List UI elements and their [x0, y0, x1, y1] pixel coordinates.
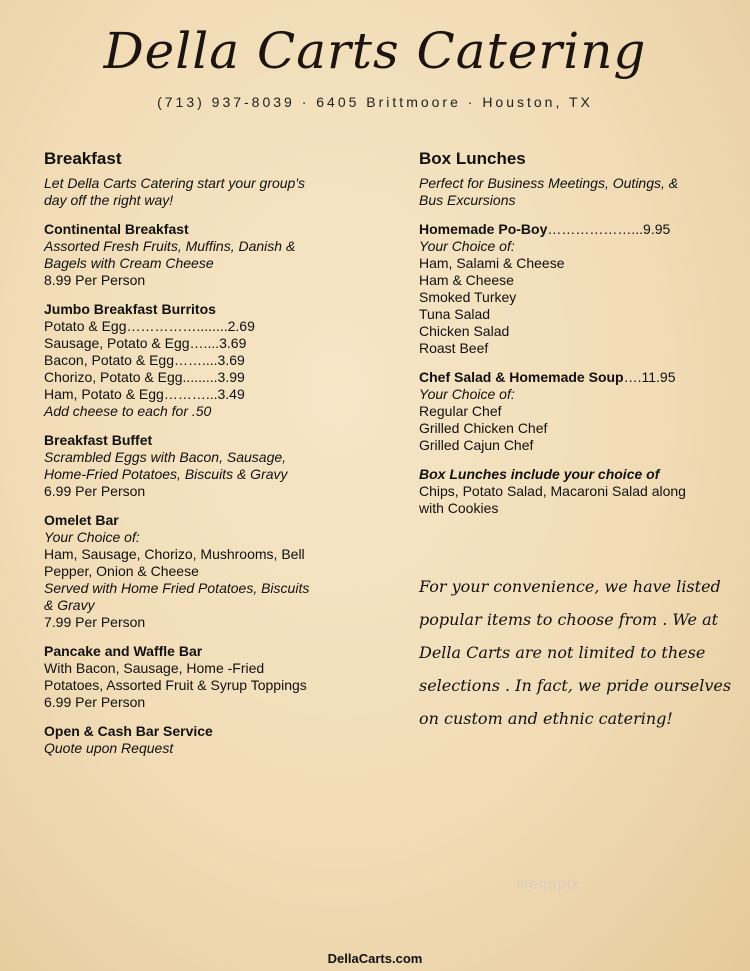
item-price: 8.99 Per Person [44, 272, 146, 288]
item-title: Breakfast Buffet [44, 432, 153, 448]
burrito-item: Bacon, Potato & Egg……....3.69 [44, 352, 245, 368]
po-boy-option: Tuna Salad [419, 306, 491, 322]
note-line: on custom and ethnic catering! [419, 709, 673, 728]
chef-salad-option: Grilled Chicken Chef [419, 420, 548, 436]
item-choice: Your Choice of: [44, 529, 140, 545]
item-title-row [419, 369, 719, 386]
bar-service [44, 723, 344, 757]
item-title: Jumbo Breakfast Burritos [44, 301, 216, 317]
item-desc: Home-Fried Potatoes, Biscuits & Gravy [44, 466, 288, 482]
box-lunches-heading: Box Lunches [419, 149, 526, 168]
box-lunch-includes [419, 466, 719, 517]
item-price: ….11.95 [623, 369, 676, 385]
item-served: & Gravy [44, 597, 95, 613]
item-title: Pancake and Waffle Bar [44, 643, 203, 659]
note-line: Della Carts are not limited to these [419, 643, 706, 662]
box-lunches-column [419, 150, 719, 529]
po-boy [419, 221, 719, 357]
contact-info: (713) 937-8039 · 6405 Brittmoore · Houston, TX [157, 94, 593, 110]
item-title: Homemade Po-Boy [419, 221, 548, 237]
item-desc: Ham, Sausage, Chorizo, Mushrooms, Bell [44, 546, 305, 562]
burrito-note: Add cheese to each for .50 [44, 403, 212, 419]
item-price: 6.99 Per Person [44, 483, 146, 499]
intro-line: Let Della Carts Catering start your group's [44, 175, 306, 191]
note-line: selections . In fact, we pride ourselves [419, 676, 732, 695]
chef-salad [419, 369, 719, 454]
continental-breakfast [44, 221, 344, 289]
item-desc: Scrambled Eggs with Bacon, Sausage, [44, 449, 287, 465]
custom-catering-note [419, 570, 732, 735]
breakfast-column [44, 150, 344, 769]
item-desc: Bagels with Cream Cheese [44, 255, 214, 271]
item-desc: Quote upon Request [44, 740, 174, 756]
note-line: popular items to choose from . We at [419, 610, 719, 629]
item-desc: Potatoes, Assorted Fruit & Syrup Toppings [44, 677, 307, 693]
omelet-bar [44, 512, 344, 631]
item-choice: Your Choice of: [419, 386, 515, 402]
item-served: Served with Home Fried Potatoes, Biscuits [44, 580, 310, 596]
item-title: Box Lunches include your choice of [419, 466, 660, 482]
intro-line: Bus Excursions [419, 192, 516, 208]
item-desc: With Bacon, Sausage, Home -Fried [44, 660, 265, 676]
po-boy-option: Ham, Salami & Cheese [419, 255, 565, 271]
breakfast-heading: Breakfast [44, 149, 122, 168]
item-choice: Your Choice of: [419, 238, 515, 254]
note-line: For your convenience, we have listed [419, 577, 721, 596]
restaurant-title: Della Carts Catering [103, 22, 647, 80]
breakfast-buffet [44, 432, 344, 500]
item-price: ………………...9.95 [547, 221, 671, 237]
breakfast-intro [44, 175, 344, 209]
item-title: Continental Breakfast [44, 221, 189, 237]
po-boy-option: Smoked Turkey [419, 289, 517, 305]
burrito-item: Sausage, Potato & Egg…....3.69 [44, 335, 247, 351]
box-lunches-intro [419, 175, 719, 209]
item-desc: Pepper, Onion & Cheese [44, 563, 199, 579]
item-desc: Assorted Fresh Fruits, Muffins, Danish & [44, 238, 296, 254]
po-boy-option: Chicken Salad [419, 323, 510, 339]
chef-salad-option: Grilled Cajun Chef [419, 437, 534, 453]
menupix-watermark: menupix [516, 876, 580, 893]
item-title: Omelet Bar [44, 512, 119, 528]
breakfast-burritos [44, 301, 344, 420]
pancake-waffle-bar [44, 643, 344, 711]
item-title: Open & Cash Bar Service [44, 723, 213, 739]
chef-salad-option: Regular Chef [419, 403, 502, 419]
intro-line: Perfect for Business Meetings, Outings, & [419, 175, 679, 191]
po-boy-option: Ham & Cheese [419, 272, 514, 288]
item-price: 7.99 Per Person [44, 614, 146, 630]
item-desc: with Cookies [419, 500, 499, 516]
intro-line: day off the right way! [44, 192, 174, 208]
item-price: 6.99 Per Person [44, 694, 146, 710]
item-title: Chef Salad & Homemade Soup [419, 369, 624, 385]
burrito-item: Ham, Potato & Egg………...3.49 [44, 386, 245, 402]
website-link[interactable]: DellaCarts.com [327, 951, 423, 966]
po-boy-option: Roast Beef [419, 340, 489, 356]
burrito-item: Chorizo, Potato & Egg.........3.99 [44, 369, 245, 385]
item-desc: Chips, Potato Salad, Macaroni Salad along [419, 483, 686, 499]
burrito-item: Potato & Egg……………........2.69 [44, 318, 255, 334]
item-title-row [419, 221, 719, 238]
